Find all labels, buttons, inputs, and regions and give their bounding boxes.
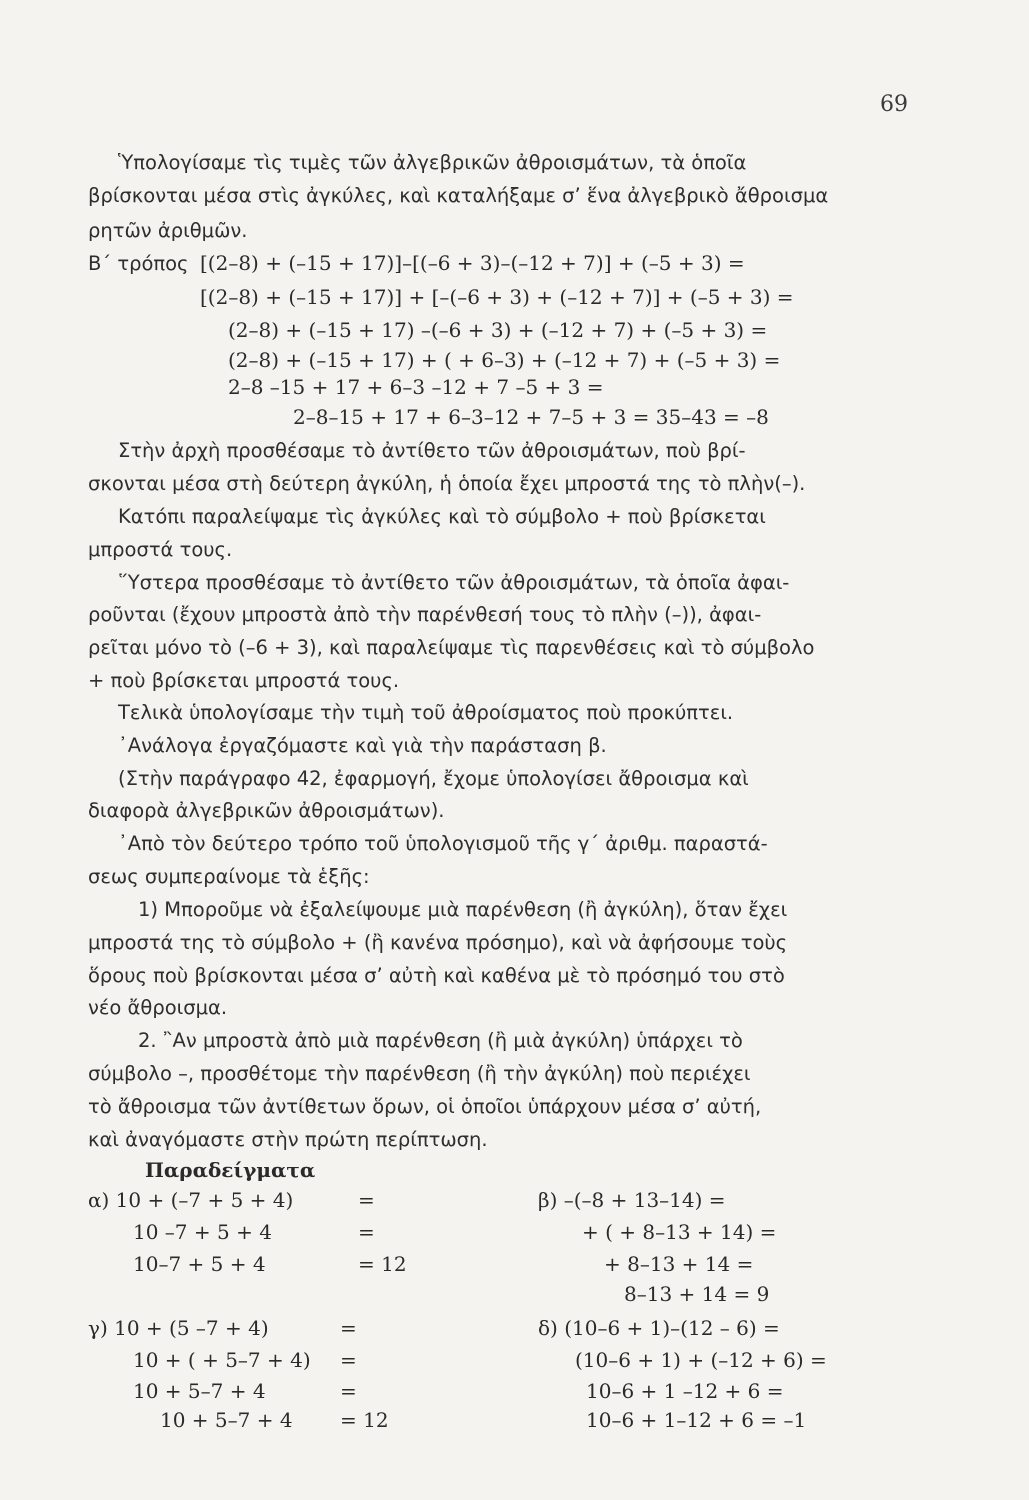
example-alpha-line: α) 10 + (–7 + 5 + 4) [88, 1188, 294, 1212]
example-alpha-line: 10–7 + 5 + 4 [133, 1252, 266, 1276]
method-label: Β΄ τρόπος [88, 252, 189, 275]
equation-result: 2–8–15 + 17 + 6–3–12 + 7–5 + 3 = 35–43 = –8 [293, 405, 769, 429]
explanation-line: + ποὺ βρίσκεται μπροστά τους. [88, 669, 400, 692]
equation-line: [(2–8) + (–15 + 17)]–[(–6 + 3)–(–12 + 7)] + (–5 + 3) = [200, 251, 745, 275]
example-beta-line: + ( + 8–13 + 14) = [582, 1220, 777, 1244]
example-alpha-equals: = [358, 1188, 375, 1212]
explanation-line: μπροστά τους. [88, 538, 233, 561]
example-beta-line: 8–13 + 14 = 9 [624, 1282, 770, 1306]
equation-line: [(2–8) + (–15 + 17)] + [–(–6 + 3) + (–12 + 7)] + (–5 + 3) = [200, 285, 794, 309]
explanation-line: ᾿Ανάλογα ἐργαζόμαστε καὶ γιὰ τὴν παράσταση β. [118, 734, 607, 757]
example-alpha-line: 10 –7 + 5 + 4 [133, 1220, 272, 1244]
explanation-line: ρεῖται μόνο τὸ (–6 + 3), καὶ παραλείψαμε τὶς παρενθέσεις καὶ τὸ σύμβολο [88, 636, 815, 659]
explanation-line: νέο ἄθροισμα. [88, 996, 228, 1019]
intro-line: Ὑπολογίσαμε τὶς τιμὲς τῶν ἀλγεβρικῶν ἀθροισμάτων, τὰ ὁποῖα [118, 151, 747, 174]
explanation-line: (Στὴν παράγραφο 42, ἐφαρμογή, ἔχομε ὑπολογίσει ἄθροισμα καὶ [118, 767, 749, 790]
example-gamma-equals: = [340, 1316, 357, 1340]
explanation-line: σύμβολο –, προσθέτομε τὴν παρένθεση (ἢ τὴν ἀγκύλη) ποὺ περιέχει [88, 1062, 751, 1085]
explanation-line: τὸ ἄθροισμα τῶν ἀντίθετων ὅρων, οἱ ὁποῖοι ὑπάρχουν μέσα σ’ αὐτή, [88, 1095, 762, 1118]
explanation-line: μπροστά της τὸ σύμβολο + (ἢ κανένα πρόσημο), καὶ νὰ ἀφήσουμε τοὺς [88, 931, 788, 954]
explanation-line: σεως συμπεραίνομε τὰ ἑξῆς: [88, 865, 370, 888]
example-beta-line: β) –(–8 + 13–14) = [538, 1188, 726, 1212]
explanation-line: Κατόπι παραλείψαμε τὶς ἀγκύλες καὶ τὸ σύμβολο + ποὺ βρίσκεται [118, 505, 766, 528]
example-delta-line: 10–6 + 1 –12 + 6 = [586, 1379, 784, 1403]
explanation-line: 2. ῍Αν μπροστὰ ἀπὸ μιὰ παρένθεση (ἢ μιὰ ἀγκύλη) ὑπάρχει τὸ [138, 1029, 743, 1052]
equation-line: (2–8) + (–15 + 17) –(–6 + 3) + (–12 + 7) + (–5 + 3) = [228, 318, 768, 342]
explanation-line: διαφορὰ ἀλγεβρικῶν ἀθροισμάτων). [88, 799, 445, 822]
example-delta-line: (10–6 + 1) + (–12 + 6) = [575, 1348, 827, 1372]
example-gamma-line: 10 + ( + 5–7 + 4) [133, 1348, 311, 1372]
explanation-line: Τελικὰ ὑπολογίσαμε τὴν τιμὴ τοῦ ἀθροίσματος ποὺ προκύπτει. [118, 701, 734, 724]
equation-line: (2–8) + (–15 + 17) + ( + 6–3) + (–12 + 7) + (–5 + 3) = [228, 348, 781, 372]
example-alpha-equals: = 12 [358, 1252, 407, 1276]
example-gamma-equals: = 12 [340, 1408, 389, 1432]
example-beta-line: + 8–13 + 14 = [604, 1252, 754, 1276]
example-delta-line: 10–6 + 1–12 + 6 = –1 [586, 1408, 807, 1432]
explanation-line: ᾿Απὸ τὸν δεύτερο τρόπο τοῦ ὑπολογισμοῦ τῆς γ΄ ἀριθμ. παραστά- [118, 832, 768, 855]
example-gamma-equals: = [340, 1379, 357, 1403]
intro-line: βρίσκονται μέσα στὶς ἀγκύλες, καὶ καταλήξαμε σ’ ἕνα ἀλγεβρικὸ ἄθροισμα [88, 184, 829, 207]
intro-line: ρητῶν ἀριθμῶν. [88, 219, 248, 242]
explanation-line: Στὴν ἀρχὴ προσθέσαμε τὸ ἀντίθετο τῶν ἀθροισμάτων, ποὺ βρί- [118, 439, 746, 462]
example-gamma-equals: = [340, 1348, 357, 1372]
explanation-line: 1) Μποροῦμε νὰ ἐξαλείψουμε μιὰ παρένθεση (ἢ ἀγκύλη), ὅταν ἔχει [138, 898, 788, 921]
explanation-line: ροῦνται (ἔχουν μπροστὰ ἀπὸ τὴν παρένθεσή τους τὸ πλὴν (–)), ἀφαι- [88, 603, 762, 626]
examples-heading: Παραδείγματα [145, 1158, 316, 1182]
example-alpha-equals: = [358, 1220, 375, 1244]
example-delta-line: δ) (10–6 + 1)–(12 – 6) = [538, 1316, 780, 1340]
explanation-line: ὅρους ποὺ βρίσκονται μέσα σ’ αὐτὴ καὶ καθένα μὲ τὸ πρόσημό του στὸ [88, 964, 785, 987]
equation-line: 2–8 –15 + 17 + 6–3 –12 + 7 –5 + 3 = [228, 375, 604, 399]
page-number: 69 [880, 92, 908, 117]
explanation-line: ῞Υστερα προσθέσαμε τὸ ἀντίθετο τῶν ἀθροισμάτων, τὰ ὁποῖα ἀφαι- [118, 571, 790, 594]
explanation-line: σκονται μέσα στὴ δεύτερη ἀγκύλη, ἡ ὁποία ἔχει μπροστά της τὸ πλὴν(–). [88, 472, 806, 495]
example-gamma-line: 10 + 5–7 + 4 [160, 1408, 293, 1432]
example-gamma-line: γ) 10 + (5 –7 + 4) [88, 1316, 269, 1340]
example-gamma-line: 10 + 5–7 + 4 [133, 1379, 266, 1403]
explanation-line: καὶ ἀναγόμαστε στὴν πρώτη περίπτωση. [88, 1128, 488, 1151]
